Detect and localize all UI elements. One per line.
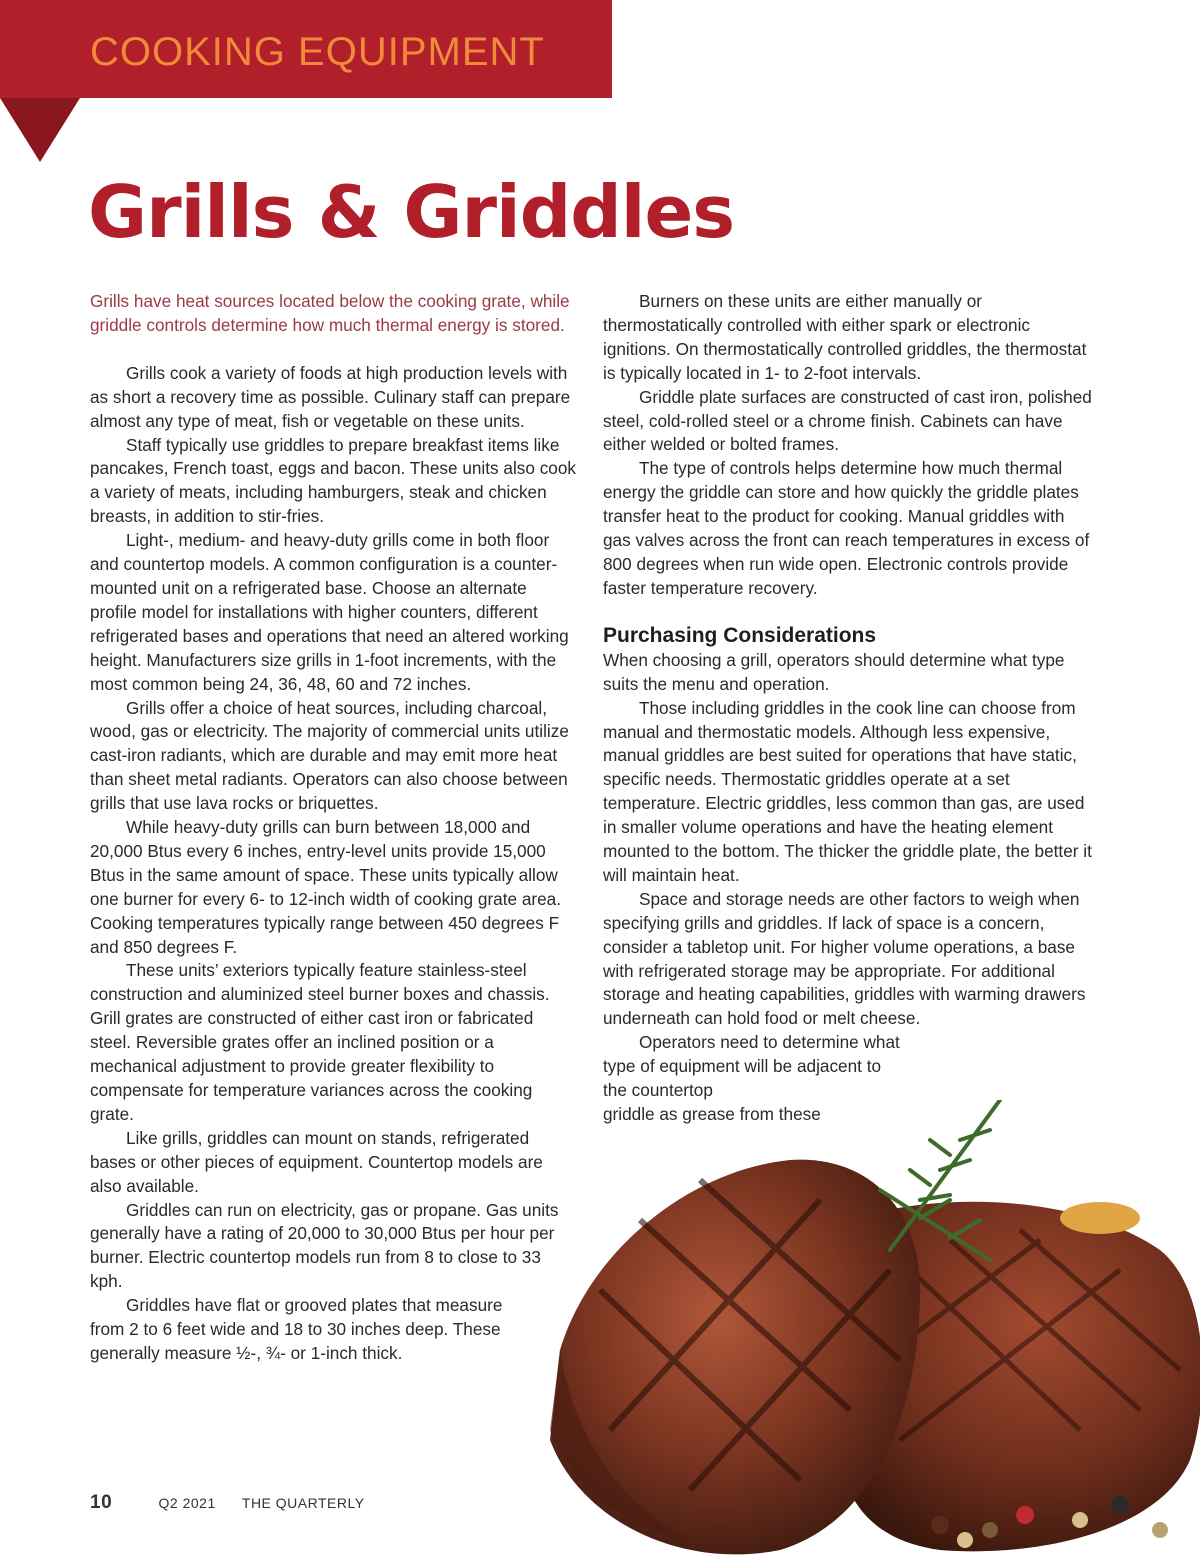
body-paragraph: Light-, medium- and heavy-duty grills come in both floor and countertop models. A common configuration is a counter-mounted unit on a refrigerated base. Choose an alternate profile model for installations with higher counters, different refrigerated bases and operations that need an altered working height. Manufacturers size grills in 1-foot increments, with the most common being 24, 36, 48, 60 and 72 inches. <box>90 530 569 694</box>
steak-photo <box>520 1100 1200 1558</box>
right-column <box>603 290 1095 1127</box>
body-paragraph: When choosing a grill, operators should determine what type suits the menu and operation. <box>603 649 1065 694</box>
body-paragraph: Like grills, griddles can mount on stands, refrigerated bases or other pieces of equipment. Countertop models are also available. <box>90 1127 543 1196</box>
body-paragraph: Those including griddles in the cook line can choose from manual and thermostatic models. Although less expensive, manual griddles are best suited for operations that have static, specific needs. Thermostatic griddles operate at a set temperature. Electric griddles, less common than gas, are used in smaller volume operations and have the heating element mounted to the bottom. The thicker the griddle plate, the better it will maintain heat. <box>603 697 1092 885</box>
body-paragraph: Griddles can run on electricity, gas or propane. Gas units generally have a rating of 20,000 to 30,000 Btus per hour per burner. Electric countertop models run from 8 to close to 33 kph. <box>90 1199 559 1292</box>
body-paragraph: While heavy-duty grills can burn between 18,000 and 20,000 Btus every 6 inches, entry-level units provide 15,000 Btus in the same amount of space. These units typically allow one burner for every 6- to 12-inch width of cooking grate area. Cooking temperatures typically range between 450 degrees F and 850 degrees F. <box>90 817 562 957</box>
body-paragraph: griddle as grease from these <box>603 1104 821 1124</box>
publication-name: THE QUARTERLY <box>241 1495 365 1511</box>
intro-text: Grills have heat sources located below the cooking grate, while griddle controls determine how much thermal energy is stored. <box>90 291 570 335</box>
body-paragraph: These units’ exteriors typically feature stainless-steel construction and aluminized steel burner boxes and chassis. Grill grates are constructed of either cast iron or fabricated steel. Reversible grates offer an inclined position or a mechanical adjustment to provide greater flexibility to compensate for temperature variances across the cooking grate. <box>90 960 550 1124</box>
body-paragraph: Operators need to determine what type of equipment will be adjacent to the countertop <box>603 1032 900 1101</box>
page-title: Grills & Griddles <box>88 170 735 254</box>
body-paragraph: Griddles have flat or grooved plates that measure from 2 to 6 feet wide and 18 to 30 inches deep. These generally measure ½-, ¾- or 1-inch thick. <box>90 1295 503 1363</box>
body-paragraph: Grills cook a variety of foods at high production levels with as short a recovery time as possible. Culinary staff can prepare almost any type of meat, fish or vegetable on these units. <box>90 362 571 431</box>
page-footer <box>90 1492 365 1514</box>
body-paragraph: Space and storage needs are other factors to weigh when specifying grills and griddles. If lack of space is a concern, consider a tabletop unit. For higher volume operations, a base with refrigerated storage may be appropriate. For additional storage and heating capabilities, griddles with warming drawers underneath can hold food or melt cheese. <box>603 888 1086 1029</box>
section-label: COOKING EQUIPMENT <box>90 30 545 74</box>
body-paragraph: Griddle plate surfaces are constructed of cast iron, polished steel, cold-rolled steel or a chrome finish. Cabinets can have either welded or bolted frames. <box>603 386 1092 455</box>
body-paragraph: Grills offer a choice of heat sources, including charcoal, wood, gas or electricity. The majority of commercial units utilize cast-iron radiants, which are durable and may emit more heat than sheet metal radiants. Operators can also choose between grills that use lava rocks or briquettes. <box>90 697 569 814</box>
body-paragraph: Burners on these units are either manually or thermostatically controlled with either spark or electronic ignitions. On thermostatically controlled griddles, the thermostat is typically located in 1- to 2-foot intervals. <box>603 291 1087 383</box>
page-number: 10 <box>90 1492 113 1513</box>
body-paragraph: The type of controls helps determine how much thermal energy the griddle can store and how quickly the griddle plates transfer heat to the product for cooking. Manual griddles with gas valves across the front can reach temperatures in excess of 800 degrees when run wide open. Electronic controls provide faster temperature recovery. <box>603 458 1090 598</box>
banner-tab <box>0 98 80 162</box>
purchasing-heading: Purchasing Considerations <box>603 623 877 647</box>
left-column <box>90 290 578 1366</box>
issue-date: Q2 2021 <box>158 1495 216 1511</box>
body-paragraph: Staff typically use griddles to prepare breakfast items like pancakes, French toast, eggs and bacon. These units also cook a variety of meats, including hamburgers, steak and chicken breasts, in addition to stir-fries. <box>90 434 577 527</box>
